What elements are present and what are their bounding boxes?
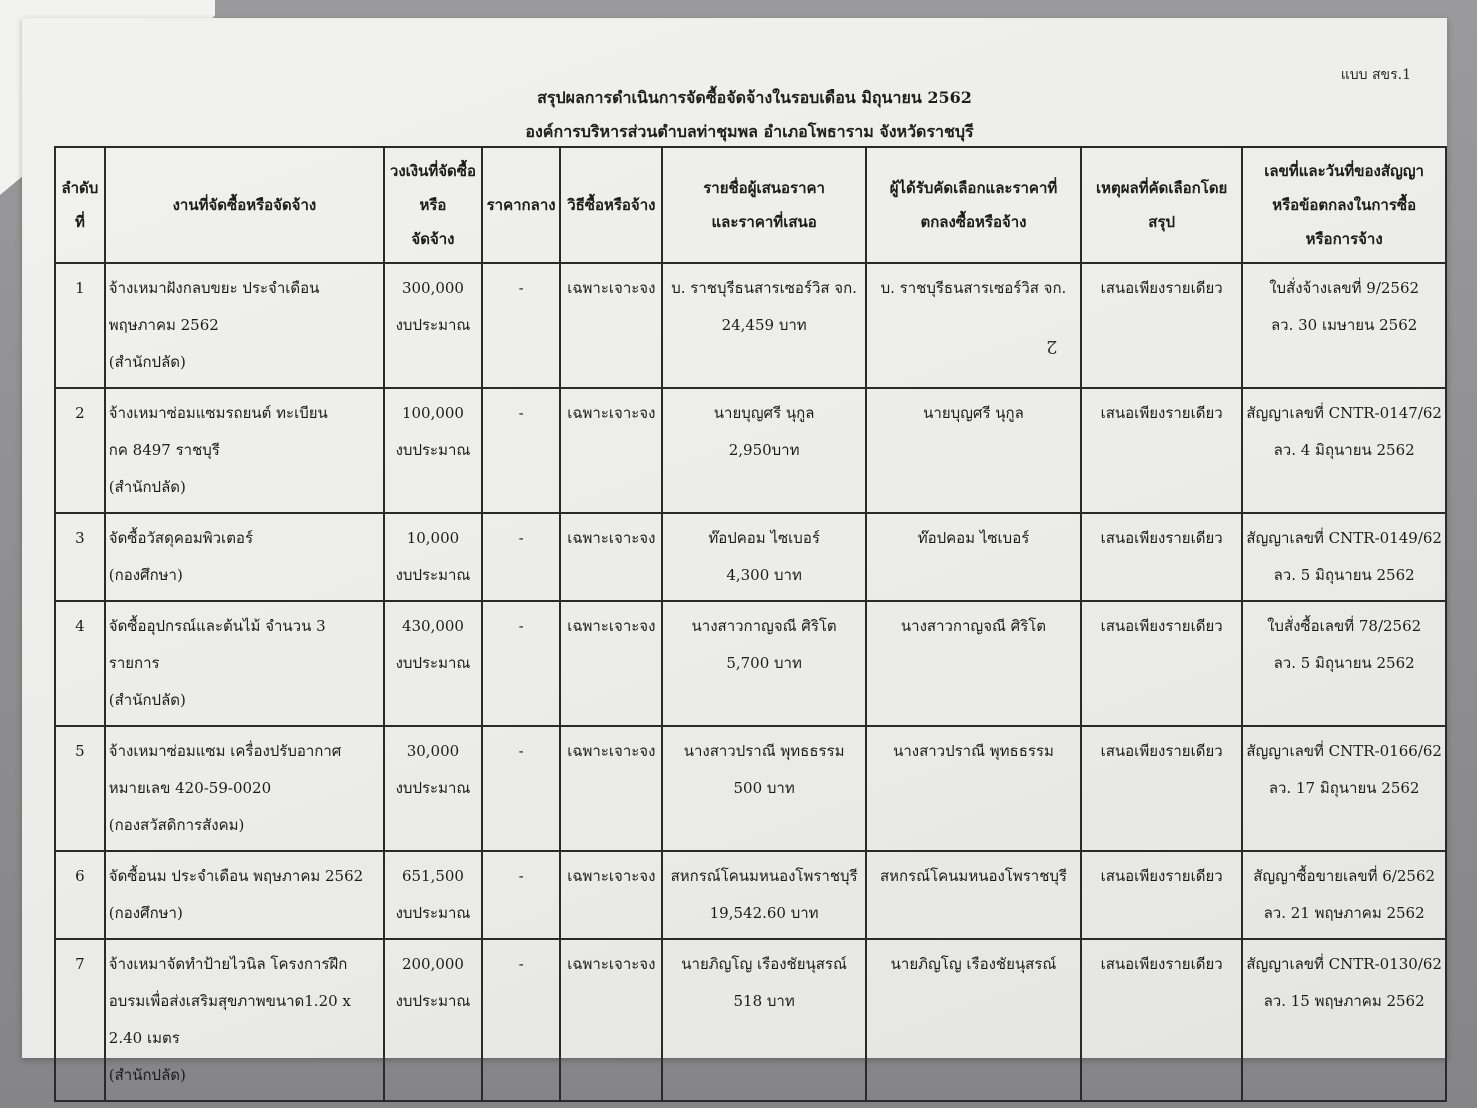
cell-method: เฉพาะเจาะจง: [560, 513, 662, 601]
cell-method: เฉพาะเจาะจง: [560, 939, 662, 1101]
header-median-price: ราคากลาง: [482, 147, 560, 263]
cell-bidder: นางสาวกาญจณี ศิริโต 5,700 บาท: [662, 601, 866, 726]
cell-reason: เสนอเพียงรายเดียว: [1081, 513, 1242, 601]
cell-contract: สัญญาซื้อขายเลขที่ 6/2562 ลว. 21 พฤษภาคม 2562: [1242, 851, 1446, 939]
cell-bidder: สหกรณ์โคนมหนองโพราชบุรี 19,542.60 บาท: [662, 851, 866, 939]
cell-median: -: [482, 939, 560, 1101]
cell-winner: นางสาวกาญจณี ศิริโต: [866, 601, 1081, 726]
cell-contract: สัญญาเลขที่ CNTR-0130/62 ลว. 15 พฤษภาคม 2562: [1242, 939, 1446, 1101]
cell-budget: 200,000 งบประมาณ: [384, 939, 482, 1101]
document-title: สรุปผลการดำเนินการจัดซื้อจัดจ้างในรอบเดือน มิถุนายน 2562: [537, 88, 972, 107]
table-row: [55, 388, 1446, 513]
cell-item: จ้างเหมาซ่อมแซม เครื่องปรับอากาศ หมายเลข 420-59-0020 (กองสวัสดิการสังคม): [105, 726, 384, 851]
header-method: วิธีซื้อหรือจ้าง: [560, 147, 662, 263]
cell-method: เฉพาะเจาะจง: [560, 388, 662, 513]
cell-winner: บ. ราชบุรีธนสารเซอร์วิส จก.: [866, 263, 1081, 388]
cell-contract: ใบสั่งซื้อเลขที่ 78/2562 ลว. 5 มิถุนายน 2562: [1242, 601, 1446, 726]
table-row: [55, 513, 1446, 601]
header-winner: ผู้ได้รับคัดเลือกและราคาที่ ตกลงซื้อหรือจ้าง: [866, 147, 1081, 263]
cell-median: -: [482, 513, 560, 601]
cell-bidder: บ. ราชบุรีธนสารเซอร์วิส จก. 24,459 บาท: [662, 263, 866, 388]
header-no: ลำดับ ที่: [55, 147, 105, 263]
cell-item: จัดซื้อนม ประจำเดือน พฤษภาคม 2562 (กองศึกษา): [105, 851, 384, 939]
cell-contract: สัญญาเลขที่ CNTR-0149/62 ลว. 5 มิถุนายน 2562: [1242, 513, 1446, 601]
cell-no: 5: [55, 726, 105, 851]
cell-budget: 10,000 งบประมาณ: [384, 513, 482, 601]
cell-method: เฉพาะเจาะจง: [560, 601, 662, 726]
cell-method: เฉพาะเจาะจง: [560, 726, 662, 851]
cell-bidder: นายบุญศรี นุกูล 2,950บาท: [662, 388, 866, 513]
cell-no: 2: [55, 388, 105, 513]
cell-bidder: นายภิญโญ เรืองชัยนุสรณ์ 518 บาท: [662, 939, 866, 1101]
cell-method: เฉพาะเจาะจง: [560, 263, 662, 388]
cell-budget: 430,000 งบประมาณ: [384, 601, 482, 726]
cell-winner: ท๊อปคอม ไซเบอร์: [866, 513, 1081, 601]
table-row: [55, 939, 1446, 1101]
table-row: [55, 726, 1446, 851]
cell-reason: เสนอเพียงรายเดียว: [1081, 939, 1242, 1101]
cell-reason: เสนอเพียงรายเดียว: [1081, 388, 1242, 513]
handwritten-mark: 2: [1046, 336, 1058, 357]
cell-item: จ้างเหมาจัดทำป้ายไวนิล โครงการฝึก อบรมเพื่อส่งเสริมสุขภาพขนาด1.20 x 2.40 เมตร (สำนักปลัด): [105, 939, 384, 1101]
cell-winner: นางสาวปราณี พุทธธรรม: [866, 726, 1081, 851]
cell-budget: 30,000 งบประมาณ: [384, 726, 482, 851]
table-header-row: [55, 147, 1446, 263]
table-row: [55, 263, 1446, 388]
document-page: [22, 18, 1447, 1084]
document-subtitle: องค์การบริหารส่วนตำบลท่าชุมพล อำเภอโพธาราม จังหวัดราชบุรี: [525, 122, 974, 141]
form-code: แบบ สขร.1: [1340, 67, 1411, 83]
cell-winner: นายภิญโญ เรืองชัยนุสรณ์: [866, 939, 1081, 1101]
procurement-table: [54, 146, 1447, 1102]
cell-budget: 300,000 งบประมาณ: [384, 263, 482, 388]
cell-no: 6: [55, 851, 105, 939]
header-contract: เลขที่และวันที่ของสัญญา หรือข้อตกลงในการซื้อ หรือการจ้าง: [1242, 147, 1446, 263]
cell-median: -: [482, 851, 560, 939]
header-budget: วงเงินที่จัดซื้อ หรือ จัดจ้าง: [384, 147, 482, 263]
cell-median: -: [482, 601, 560, 726]
cell-contract: ใบสั่งจ้างเลขที่ 9/2562 ลว. 30 เมษายน 2562: [1242, 263, 1446, 388]
cell-method: เฉพาะเจาะจง: [560, 851, 662, 939]
cell-bidder: ท๊อปคอม ไซเบอร์ 4,300 บาท: [662, 513, 866, 601]
cell-reason: เสนอเพียงรายเดียว: [1081, 851, 1242, 939]
table-row: [55, 601, 1446, 726]
header-item: งานที่จัดซื้อหรือจัดจ้าง: [105, 147, 384, 263]
cell-contract: สัญญาเลขที่ CNTR-0166/62 ลว. 17 มิถุนายน 2562: [1242, 726, 1446, 851]
table-row: [55, 851, 1446, 939]
cell-median: -: [482, 388, 560, 513]
header-bidders: รายชื่อผู้เสนอราคา และราคาที่เสนอ: [662, 147, 866, 263]
cell-reason: เสนอเพียงรายเดียว: [1081, 601, 1242, 726]
cell-contract: สัญญาเลขที่ CNTR-0147/62 ลว. 4 มิถุนายน 2562: [1242, 388, 1446, 513]
cell-no: 3: [55, 513, 105, 601]
cell-budget: 100,000 งบประมาณ: [384, 388, 482, 513]
cell-median: -: [482, 263, 560, 388]
cell-winner: นายบุญศรี นุกูล: [866, 388, 1081, 513]
cell-no: 7: [55, 939, 105, 1101]
cell-budget: 651,500 งบประมาณ: [384, 851, 482, 939]
cell-no: 4: [55, 601, 105, 726]
cell-no: 1: [55, 263, 105, 388]
cell-median: -: [482, 726, 560, 851]
cell-winner: สหกรณ์โคนมหนองโพราชบุรี: [866, 851, 1081, 939]
cell-item: จ้างเหมาซ่อมแซมรถยนต์ ทะเบียน กค 8497 ราชบุรี (สำนักปลัด): [105, 388, 384, 513]
cell-bidder: นางสาวปราณี พุทธธรรม 500 บาท: [662, 726, 866, 851]
cell-reason: เสนอเพียงรายเดียว: [1081, 263, 1242, 388]
cell-item: จัดซื้ออุปกรณ์และต้นไม้ จำนวน 3 รายการ (สำนักปลัด): [105, 601, 384, 726]
header-reason: เหตุผลที่คัดเลือกโดยสรุป: [1081, 147, 1242, 263]
cell-item: จัดซื้อวัสดุคอมพิวเตอร์ (กองศึกษา): [105, 513, 384, 601]
cell-reason: เสนอเพียงรายเดียว: [1081, 726, 1242, 851]
cell-item: จ้างเหมาฝังกลบขยะ ประจำเดือน พฤษภาคม 2562 (สำนักปลัด): [105, 263, 384, 388]
